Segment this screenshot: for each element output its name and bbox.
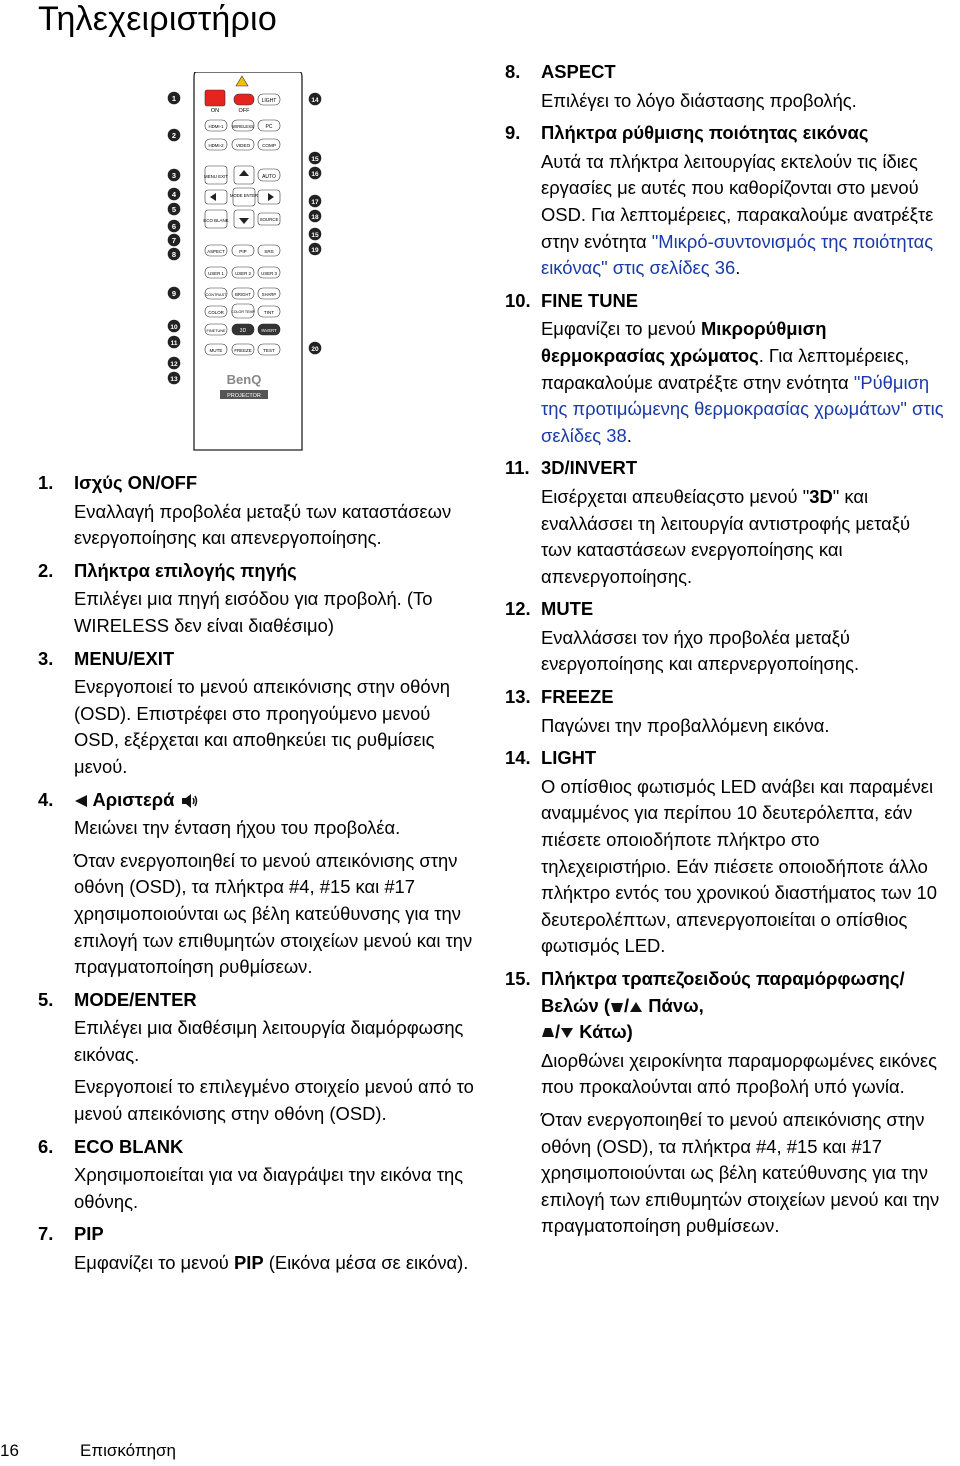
item-heading: Ισχύς ON/OFF: [74, 472, 198, 493]
item-number: 8.: [505, 61, 521, 82]
item-7: [38, 1221, 478, 1276]
item-number: 10.: [505, 289, 531, 311]
item-text: Χρησιμοποιείται για να διαγράψει την εικόνα της οθόνης.: [74, 1164, 464, 1212]
callout-1: 1: [171, 94, 177, 103]
item-text: Ο οπίσθιος φωτισμός LED ανάβει και παραμένει αναμμένος για περίπου 10 δευτερόλεπτα, εάν πιέσετε οποιοδήποτε πλήκτρο στο τηλεχειριστήριο. Εάν πιέσετε οποιοδήποτε άλλο πλήκτρο εντός του χρονικού διαστήματος των 10 δευτερολέπτων, απενεργοποιείται ο οπίσθιος φωτισμός LED.: [541, 775, 937, 957]
callout-14: 14: [311, 97, 319, 104]
item-text: Εναλλαγή προβολέα μεταξύ των καταστάσεων ενεργοποίησης και απενεργοποίησης.: [74, 500, 452, 549]
callout-13: 13: [170, 376, 178, 383]
item-text: Διορθώνει χειροκίνητα παραμορφωμένες εικόνες που προκαλούνται από προβολή υπό γωνία.: [541, 1049, 937, 1098]
remote-btn-on: ON: [210, 108, 220, 114]
item-heading: 3D/INVERT: [541, 457, 638, 479]
remote-btn-bright: BRIGHT: [235, 292, 251, 297]
item-12: [505, 596, 945, 678]
remote-btn-auto: AUTO: [262, 174, 276, 180]
text-run: (Εικόνα μέσα σε εικόνα).: [263, 1252, 469, 1274]
remote-btn-invert: INVERT: [261, 328, 277, 333]
right-column: [505, 55, 945, 1246]
text-run: Αυτά τα πλήκτρα λειτουργίας εκτελούν τις ίδιες εργασίες με αυτές που καθορίζονται στο μενού OSD. Για λεπτομέρειες, παρακαλούμε ανατρέξτε στην ενότητα: [541, 150, 934, 252]
item-number: 11.: [505, 457, 530, 479]
item-heading: FINE TUNE: [541, 289, 639, 311]
remote-btn-pc: PC: [265, 124, 273, 130]
item-heading: ECO BLANK: [74, 1135, 184, 1157]
item-text: Όταν ενεργοποιηθεί το μενού απεικόνισης στην οθόνη (OSD), τα πλήκτρα #4, #15 και #17 χρησιμοποιούνται ως βέλη κατεύθυνσης για την επιλογή των επιθυμητών στοιχείων μενού και την πραγματοποίηση ρυθμίσεων.: [74, 849, 473, 978]
item-number: 3.: [38, 647, 54, 669]
remote-btn-mode-enter: MODE ENTER: [230, 193, 258, 198]
page-number: 16: [0, 1441, 19, 1460]
page-title: Τηλεχειριστήριο: [38, 0, 277, 38]
heading-up-label: Πάνω,: [643, 994, 704, 1016]
remote-btn-user1: USER 1: [208, 271, 224, 276]
remote-btn-comp: COMP: [262, 143, 276, 148]
callout-10: 10: [170, 324, 178, 331]
remote-btn-sharp: SHARP: [261, 292, 277, 297]
heading-separator: /: [624, 994, 630, 1016]
text-run: . Για λεπτομέρειες, παρακαλούμε ανατρέξτε στην ενότητα: [541, 344, 910, 393]
cross-reference-link[interactable]: "Μικρό-συντονισμός της ποιότητας εικόνας" στις σελίδες 36: [541, 230, 934, 279]
text-run: " και εναλλάσσει τη λειτουργία αντιστροφής μεταξύ των καταστάσεων ενεργοποίησης και απενεργοποίησης.: [541, 485, 911, 587]
item-heading: Πλήκτρα ρύθμισης ποιότητας εικόνας: [541, 122, 869, 144]
item-text: [541, 316, 945, 449]
remote-btn-pip: PIP: [239, 249, 247, 254]
item-14: [505, 745, 945, 960]
item-text: Εναλλάσσει τον ήχο προβολέα μεταξύ ενεργοποίησης και απερνεργοποίησης.: [541, 626, 860, 675]
left-arrow-icon: [74, 794, 88, 808]
callout-3: 3: [171, 171, 177, 180]
remote-btn-source: SOURCE: [259, 217, 279, 222]
item-number: 6.: [38, 1135, 54, 1157]
callout-18: 18: [311, 214, 319, 221]
remote-btn-3d: 3D: [239, 328, 247, 334]
remote-btn-aspect: ASPECT: [207, 249, 225, 254]
item-number: 5.: [38, 988, 54, 1010]
item-11: [505, 455, 945, 590]
heading-down-label: Κάτω): [574, 1021, 633, 1043]
remote-btn-wireless: WIRELESS: [232, 124, 254, 129]
remote-btn-finetune: FINETUNE: [206, 329, 226, 333]
callout-9: 9: [171, 289, 177, 298]
item-number: 4.: [38, 788, 54, 810]
item-heading: MENU/EXIT: [74, 647, 175, 669]
remote-btn-hdmi1: HDMI-1: [208, 124, 224, 129]
item-5: [38, 987, 478, 1128]
text-run: .: [735, 257, 741, 279]
remote-projector-label: PROJECTOR: [227, 393, 261, 399]
item-4: [38, 787, 478, 981]
remote-btn-contrast: CONTRAST: [205, 293, 227, 297]
item-number: 14.: [505, 747, 531, 769]
item-heading: Πλήκτρα τραπεζοειδούς παραμόρφωσης/Βελών (: [541, 968, 905, 1016]
text-run: Εμφανίζει το μενού: [541, 318, 701, 340]
keystone-up-icon: [610, 1001, 624, 1013]
item-number: 15.: [505, 968, 531, 989]
item-text: Επιλέγει μια διαθέσιμη λειτουργία διαμόρφωσης εικόνας.: [74, 1017, 464, 1065]
remote-brand-logo: BenQ: [226, 372, 262, 387]
item-text: Παγώνει την προβαλλόμενη εικόνα.: [541, 714, 830, 736]
item-1: [38, 470, 478, 552]
callout-4: 4: [171, 190, 177, 199]
item-15: [505, 966, 945, 1240]
keystone-down-icon: [541, 1027, 555, 1039]
item-text: Ενεργοποιεί το επιλεγμένο στοιχείο μενού από το μενού απεικόνισης στην οθόνη (OSD).: [74, 1076, 474, 1125]
item-number: 13.: [505, 686, 531, 708]
remote-btn-hdmi2: HDMI-2: [208, 143, 224, 148]
cross-reference-link[interactable]: "Ρύθμιση της προτιμώμενης θερμοκρασίας χρωμάτων" στις σελίδες 38: [541, 371, 944, 446]
item-number: 7.: [38, 1223, 54, 1245]
item-heading: ASPECT: [541, 61, 616, 82]
text-run: .: [626, 424, 632, 446]
left-column: [38, 466, 478, 1283]
item-heading: Αριστερά: [92, 788, 175, 810]
remote-btn-mute: MUTE: [209, 348, 223, 353]
item-heading: FREEZE: [541, 686, 614, 708]
remote-btn-color: COLOR: [208, 310, 224, 315]
item-heading: MODE/ENTER: [74, 988, 197, 1010]
callout-12: 12: [170, 361, 178, 368]
callout-16: 16: [311, 171, 319, 178]
item-text: [74, 1250, 478, 1277]
item-number: 1.: [38, 472, 54, 493]
text-run: Εμφανίζει το μενού: [74, 1252, 234, 1274]
item-heading: Πλήκτρα επιλογής πηγής: [74, 559, 297, 581]
callout-15a: 15: [311, 156, 319, 163]
item-text: [541, 484, 945, 590]
item-number: 9.: [505, 122, 521, 144]
callout-2: 2: [171, 131, 177, 140]
remote-btn-color-temp: COLOR TEMP: [231, 310, 255, 314]
item-13: [505, 684, 945, 739]
callout-19: 19: [311, 247, 319, 254]
remote-btn-video: VIDEO: [235, 143, 251, 148]
remote-btn-user2: USER 2: [235, 271, 251, 276]
text-run: Εισέρχεται απευθείαςστο μενού ": [541, 485, 810, 507]
item-heading: MUTE: [541, 598, 594, 620]
heading-separator: /: [555, 1021, 561, 1043]
item-2: [38, 558, 478, 640]
remote-btn-srs: SRS: [264, 249, 274, 254]
callout-20: 20: [311, 346, 319, 353]
item-text: Ενεργοποιεί το μενού απεικόνισης στην οθόνη (OSD). Επιστρέφει στο προηγούμενο μενού OSD, εξέρχεται και αποθηκεύει τις ρυθμίσεις μενού.: [74, 676, 451, 777]
remote-btn-light: LIGHT: [261, 98, 277, 104]
callout-17: 17: [311, 199, 319, 206]
remote-control-illustration: [160, 72, 330, 452]
callout-7: 7: [171, 236, 177, 245]
item-9: [505, 120, 945, 282]
remote-btn-eco-blank: ECO BLANK: [203, 218, 229, 223]
item-number: 12.: [505, 598, 531, 620]
speaker-volume-icon: [180, 792, 200, 810]
item-text: Επιλέγει το λόγο διάστασης προβολής.: [541, 89, 857, 111]
item-text: [541, 149, 945, 282]
item-text: Επιλέγει μια πηγή εισόδου για προβολή. (Το WIRELESS δεν είναι διαθέσιμο): [74, 588, 433, 636]
callout-15b: 15: [311, 232, 319, 239]
item-10: [505, 288, 945, 450]
remote-btn-menu-exit: MENU EXIT: [204, 174, 228, 179]
remote-btn-user3: USER 3: [261, 271, 277, 276]
item-heading: LIGHT: [541, 747, 597, 769]
callout-8: 8: [171, 250, 177, 259]
item-3: [38, 646, 478, 781]
text-run-bold: PIP: [233, 1252, 264, 1274]
callout-6: 6: [171, 222, 177, 231]
remote-btn-tint: TINT: [263, 310, 275, 315]
arrow-down-icon: [560, 1027, 574, 1039]
footer-section-name: Επισκόπηση: [80, 1441, 176, 1460]
callout-11: 11: [170, 340, 178, 347]
arrow-up-icon: [629, 1001, 643, 1013]
text-run-bold: 3D: [809, 485, 833, 507]
callout-5: 5: [171, 205, 177, 214]
remote-btn-off: OFF: [238, 108, 250, 114]
remote-btn-freeze: FREEZE: [234, 348, 252, 353]
item-text: Μειώνει την ένταση ήχου του προβολέα.: [74, 817, 401, 839]
text-run-bold: Μικρορύθμιση θερμοκρασίας χρώματος: [541, 318, 827, 366]
item-heading: PIP: [74, 1223, 104, 1245]
item-8: [505, 59, 945, 114]
remote-btn-test: TEST: [263, 348, 275, 353]
item-text: Όταν ενεργοποιηθεί το μενού απεικόνισης στην οθόνη (OSD), τα πλήκτρα #4, #15 και #17 χρησιμοποιούνται ως βέλη κατεύθυνσης για την επιλογή των επιθυμητών στοιχείων μενού και την πραγματοποίηση ρυθμίσεων.: [541, 1108, 940, 1237]
item-6: [38, 1134, 478, 1216]
item-number: 2.: [38, 559, 54, 581]
